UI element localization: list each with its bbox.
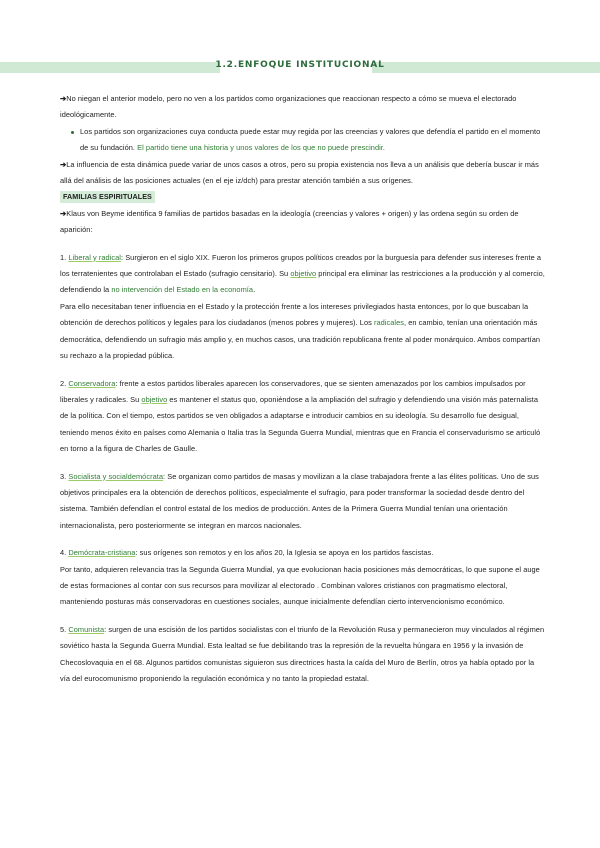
family-name: Socialista y socialdemócrata (68, 471, 164, 481)
family-liberal-continued: Para ello necesitaban tener influencia en el Estado y la protección frente a los intereses privilegiados hasta entonces, por lo que buscaban la obtención de derechos políticos y legales para los ciudadanos (menos pobres y mujeres). Los radicales, en cambio, tenían una orientación más democrática, defendiendo un sufragio más amplio y, en muchos casos, una tradición republicana frente al poder monárquico. Ambos compartían su rechazo a la propiedad pública. (60, 301, 541, 361)
page-title: 1.2.ENFOQUE INSTITUCIONAL (215, 60, 385, 70)
family-conservadora: 2. Conservadora: frente a estos partidos liberales aparecen los conservadores, que se sienten amenazados por los cambios impulsados por liberales y radicales. Su objetivo es mantener el status quo, oponiéndose a la ampliación del sufragio y defendiendo una visión más paternalista de la política. Con el tiempo, estos partidos se ven obligados a adaptarse e introducir cambios en su ideología. Su desarrollo fue desigual, teniendo menos éxito en países como Alemania o Italia tras la Segunda Guerra Mundial, mientras que en Francia el conservadurismo se articuló en torno a la figura de Charles de Gaulle. (60, 378, 541, 454)
family-name: Liberal y radical (68, 252, 121, 262)
keyword: radicales (373, 318, 404, 328)
family-democrata-cristiana: 4. Demócrata-cristiana: sus orígenes son remotos y en los años 20, la Iglesia se apoya en los partidos fascistas. (60, 548, 434, 558)
intro-bullet-list (60, 124, 546, 157)
family-socialista: 3. Socialista y socialdemócrata: Se organizan como partidos de masas y movilizan a la clase trabajadora frente a las élites políticas. Uno de sus objetivos principales era la obtención de derechos políticos, especialmente el sufragio, para poder transformar la sociedad desde dentro del sistema. También defendían el control estatal de los medios de producción. Antes de la Primera Guerra Mundial tenían una orientación internacionalista, pero posteriormente se integran en marcos nacionales. (60, 471, 539, 530)
arrow-icon: ➔ (60, 94, 67, 103)
title-band (0, 60, 600, 74)
family-name: Comunista (68, 624, 105, 634)
list-item: Los partidos son organizaciones cuya conducta puede estar muy regida por las creencias y valores que defendía el partido en el momento de su fundación. El partido tiene una historia y unos valores de los que no puede prescindir. (80, 124, 546, 157)
family-name: Demócrata-cristiana (68, 548, 136, 558)
intro-paragraph-1: ➔No niegan el anterior modelo, pero no ven a los partidos como organizaciones que reaccionan respecto a cómo se mueva el electorado ideológicamente. (60, 94, 517, 120)
document-body (60, 91, 546, 687)
family-name: Conservadora (68, 378, 116, 388)
highlight-text: no intervención del Estado en la economía (111, 285, 254, 295)
highlight-text: El partido tiene una historia y unos valores de los que no puede prescindir. (137, 143, 386, 153)
family-liberal: 1. Liberal y radical: Surgieron en el siglo XIX. Fueron los primeros grupos políticos creados por la burguesía para defender sus intereses frente a los terratenientes que controlaban el Estado (sufragio censitario). Su objetivo principal era eliminar las restricciones a la producción y al comercio, defendiendo la no intervención del Estado en la economía. (60, 252, 545, 295)
intro-paragraph-2: ➔La influencia de esta dinámica puede variar de unos casos a otros, pero su propia existencia nos lleva a un análisis que debería buscar ir más allá del análisis de las posiciones actuales (en el eje iz/dch) para prestar atención también a sus orígenes. (60, 159, 539, 186)
section-heading: FAMILIAS ESPIRITUALES (60, 191, 155, 203)
family-comunista: 5. Comunista: surgen de una escisión de los partidos socialistas con el triunfo de la Revolución Rusa y permanecieron muy vinculados al régimen soviético hasta la Segunda Guerra Mundial. Esta lealtad se fue debilitando tras la represión de la revuelta húngara en 1956 y la invasión de Checoslovaquia en el 68. Algunos partidos comunistas siguieron sus directrices hasta la caída del Muro de Berlín, otros ya había optado por la vía del eurocomunismo proponiendo la regulación económica y no tanto la propiedad estatal. (60, 624, 545, 683)
arrow-icon: ➔ (60, 159, 67, 169)
family-democrata-cristiana-continued: Por tanto, adquieren relevancia tras la Segunda Guerra Mundial, ya que evolucionan hacia posiciones más democráticas, lo que supone el auge de estas formaciones al contar con sus recursos para movilizar al electorado . Combinan valores cristianos con pragmatismo electoral, manteniendo posturas más conservadoras en cuestiones sociales, aunque inicialmente defendían cierto intervencionismo económico. (60, 564, 540, 607)
keyword: objetivo (290, 269, 317, 279)
families-intro: ➔Klaus von Beyme identifica 9 familias de partidos basadas en la ideología (creencias y valores + origen) y las ordena según su orden de aparición: (60, 208, 519, 235)
arrow-icon: ➔ (60, 208, 67, 218)
keyword: objetivo (141, 394, 168, 404)
